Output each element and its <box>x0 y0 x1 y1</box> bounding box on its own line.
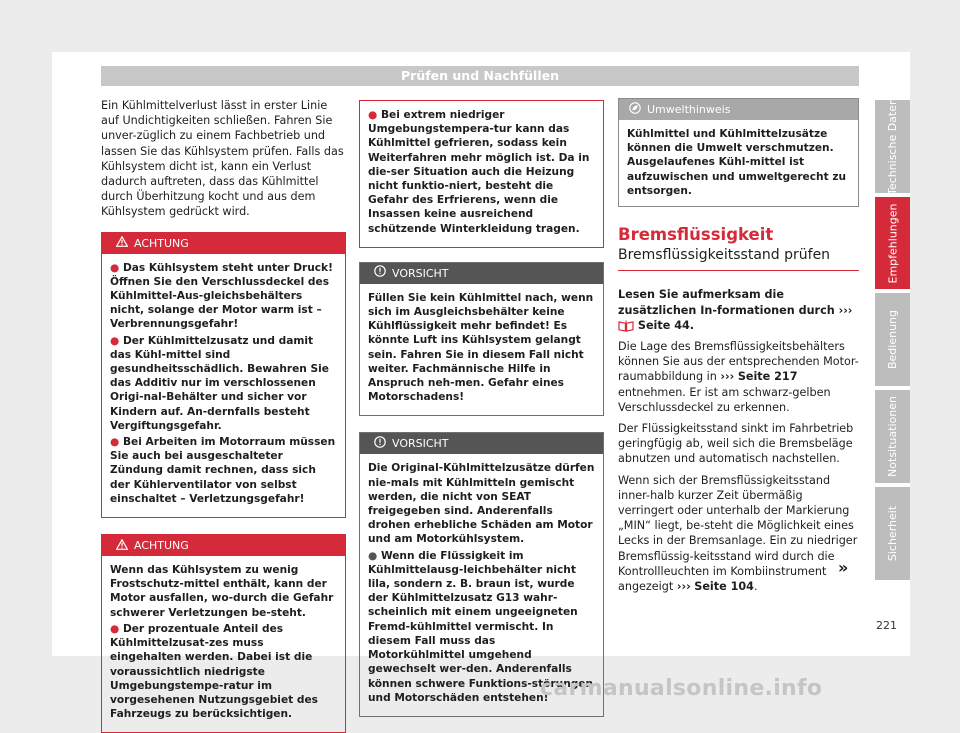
column-left <box>101 98 346 733</box>
bullet-icon: ● <box>368 549 381 562</box>
warning-item: ● Der prozentuale Anteil des Kühlmittelzusat-zes muss eingehalten werden. Dabei ist die voraussichtlich niedrigste Umgebungstempe-ratur im vorgesehenen Nutzungsgebiet des Fahrzeugs zu berücksichtigen. <box>110 622 318 721</box>
caution-circle-icon <box>374 434 386 455</box>
tab-notsituationen[interactable]: Notsituationen <box>875 390 910 483</box>
warning-item: ● Bei Arbeiten im Motorraum müssen Sie auch bei ausgeschalteter Zündung damit rechnen, dass sich der Kühlerventilator von selbst einschaltet – Verletzungsgefahr! <box>110 436 336 505</box>
caution-box-1 <box>359 262 604 417</box>
caution-text: Füllen Sie kein Kühlmittel nach, wenn sich im Ausgleichsbehälter keine Kühlflüssigkeit mehr befindet! Es könnte Luft ins Kühlsystem gelangt sein. Fahren Sie in diesem Fall nicht weiter. Fachmännische Hilfe in Anspruch neh-men. Gefahr eines Motorschadens! <box>368 291 594 404</box>
caution-header-1 <box>360 263 603 284</box>
body-paragraph: Der Flüssigkeitsstand sinkt im Fahrbetrieb geringfügig ab, weil sich die Bremsbeläge abnutzen und automatisch nachstellen. <box>618 422 854 466</box>
caution-box-2 <box>359 432 604 716</box>
warning-title-2: ACHTUNG <box>134 539 189 553</box>
warning-item: ● Das Kühlsystem steht unter Druck! Öffnen Sie den Verschlussdeckel des Kühlmittel-Aus-gleichsbehälters nicht, solange der Motor warm ist – Verbrennungsgefahr! <box>110 261 333 331</box>
warning-header-2 <box>102 535 345 556</box>
caution-body-1 <box>360 284 603 416</box>
tab-sicherheit[interactable]: Sicherheit <box>875 487 910 580</box>
page-reference-link[interactable]: Seite 104 <box>694 580 754 594</box>
bullet-icon: ● <box>110 622 123 635</box>
warning-item: ● Bei extrem niedriger Umgebungstempera-tur kann das Kühlmittel gefrieren, sodass kein Weiterfahren mehr möglich ist. Da in die-ser Situation auch die Heizung nicht funktio-niert, besteht die Gefahr des Erfrierens, wenn die Insassen keine ausreichend schützende Winterkleidung tragen. <box>368 109 590 235</box>
warning-item: ● Der Kühlmittelzusatz und damit das Kühl-mittel sind gesundheitsschädlich. Bewahren Sie das Additiv nur im verschlossenen Origi-nal-Behälter und sicher vor Kindern auf. An-dernfalls besteht Vergiftungsgefahr. <box>110 334 329 432</box>
page-header: Prüfen und Nachfüllen <box>101 66 859 86</box>
environment-header <box>619 99 858 120</box>
caution-circle-icon <box>374 263 386 284</box>
intro-paragraph: Ein Kühlmittelverlust lässt in erster Linie auf Undichtigkeiten schließen. Fahren Sie unver-züglich zu einem Fachbetrieb und lassen Sie das Kühlsystem prüfen. Falls das Kühlsystem dicht ist, kann ein Verlust dadurch auftreten, dass das Kühlmittel durch Überhitzung kocht und aus dem Kühlsystem gedrückt wird. <box>101 99 344 219</box>
caution-item: ● Wenn die Flüssigkeit im Kühlmittelausg-leichbehälter nicht lila, sondern z. B. braun ist, wurde der Kühlmittelzusatz G13 wahr-scheinlich mit einem ungeeigneten Fremd-kühlmittel vermischt. In diesem Fall muss das Motorkühlmittel umgehend gewechselt wer-den. Anderenfalls können schwere Funktions-störungen und Motorschäden entstehen! <box>368 549 594 704</box>
environment-title: Umwelthinweis <box>647 103 731 116</box>
column-middle <box>359 98 604 717</box>
page-reference-link[interactable]: Seite 44 <box>637 318 690 332</box>
environment-body: Kühlmittel und Kühlmittelzusätze können die Umwelt verschmutzen. Ausgelaufenes Kühl-mittel ist aufzuwischen und umweltgerecht zu entsorgen. <box>627 128 847 197</box>
warning-box-2 <box>101 534 346 733</box>
leaf-icon <box>629 100 641 121</box>
warning-triangle-icon <box>116 536 128 557</box>
column-right <box>618 98 859 600</box>
tab-technische-daten[interactable]: Technische Daten <box>875 100 910 193</box>
warning-body-1 <box>102 254 345 517</box>
bullet-icon: ● <box>110 261 123 274</box>
warning-body-2 <box>102 556 345 732</box>
bullet-icon: ● <box>110 334 123 347</box>
warning-body-continued <box>360 101 603 247</box>
caution-title-2: VORSICHT <box>392 437 449 451</box>
caution-title-1: VORSICHT <box>392 266 449 280</box>
page-reference-link[interactable]: Seite 217 <box>737 370 798 384</box>
lead-paragraph: Lesen Sie aufmerksam die zusätzlichen In-formationen durch ››› Seite 44. <box>618 288 853 332</box>
caution-header-2 <box>360 433 603 454</box>
body-paragraph: Die Lage des Bremsflüssigkeitsbehälters können Sie aus der entsprechenden Motor-raumabbildung in ››› Seite 217 entnehmen. Er ist am schwarz-gelben Verschlussdeckel zu erkennen. <box>618 340 859 414</box>
body-paragraph: Wenn sich der Bremsflüssigkeitsstand inner-halb kurzer Zeit übermäßig verringert oder unterhalb der Markierung „MIN“ liegt, be-steht die Möglichkeit eines Lecks in der Bremsanlage. Ein zu niedriger Bremsflüssig-keitsstand wird durch die Kontrollleuchten im Kombiinstrument angezeigt ››› Seite 104. <box>618 473 858 594</box>
info-book-icon <box>618 319 634 332</box>
environment-box <box>618 98 859 207</box>
section-title: Bremsflüssigkeit <box>618 225 774 245</box>
tab-empfehlungen[interactable]: Empfehlungen <box>875 197 910 289</box>
footer-watermark: carmanualsonline.info <box>540 676 823 701</box>
bullet-icon: ● <box>110 436 123 449</box>
warning-box-1 <box>101 232 346 518</box>
bullet-icon: ● <box>368 109 381 121</box>
warning-title-1: ACHTUNG <box>134 236 189 250</box>
caution-text: Die Original-Kühlmittelzusätze dürfen nie-mals mit Kühlmitteln gemischt werden, die nicht von SEAT freigegeben sind. Anderenfalls drohen erhebliche Schäden am Motor und am Motorkühlsystem. <box>368 462 595 546</box>
warning-intro: Wenn das Kühlsystem zu wenig Frostschutz-mittel enthält, kann der Motor ausfallen, wo-durch die Gefahr schwerer Verletzungen be-steht. <box>110 564 334 619</box>
tab-bedienung[interactable]: Bedienung <box>875 293 910 386</box>
warning-header-1 <box>102 233 345 254</box>
section-subtitle: Bremsflüssigkeitsstand prüfen <box>618 248 859 271</box>
warning-box-2-continued <box>359 100 604 248</box>
page-number: 221 <box>876 619 897 632</box>
continue-arrow-icon: » <box>838 558 849 577</box>
warning-triangle-icon <box>116 233 128 254</box>
